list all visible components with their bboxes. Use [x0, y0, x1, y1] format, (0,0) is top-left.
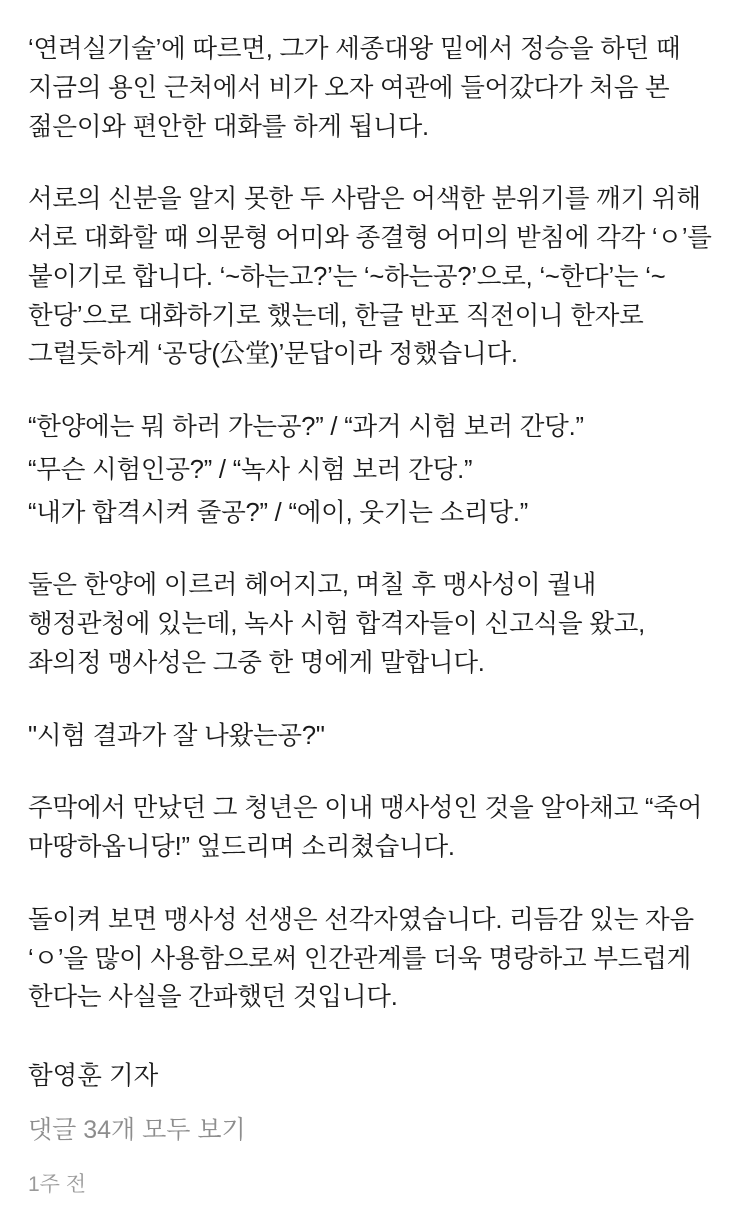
dialogue-line-3: “내가 합격시켜 줄공?” / “에이, 웃기는 소리당.”: [28, 498, 529, 527]
article-body: [28, 30, 722, 1017]
article-paragraph-3: 둘은 한양에 이르러 헤어지고, 며칠 후 맹사성이 궐내 행정관청에 있는데, 녹사 시험 합격자들이 신고식을 왔고, 좌의정 맹사성은 그중 한 명에게 말합니다.: [28, 571, 652, 677]
dialogue-block: [28, 408, 722, 532]
article-timestamp: 1주 전: [28, 1173, 87, 1197]
article-quote: "시험 결과가 잘 나왔는공?": [28, 721, 325, 750]
article-paragraph-1: ‘연려실기술’에 따르면, 그가 세종대왕 밑에서 정승을 하던 때 지금의 용인 근처에서 비가 오자 여관에 들어갔다가 처음 본 젊은이와 편안한 대화를 하게 됩니다.: [28, 35, 688, 141]
article-paragraph-4: 주막에서 만났던 그 청년은 이내 맹사성인 것을 알아채고 “죽어 마땅하옵니당!” 엎드리며 소리쳤습니다.: [28, 794, 710, 861]
article-paragraph-2: 서로의 신분을 알지 못한 두 사람은 어색한 분위기를 깨기 위해 서로 대화할 때 의문형 어미와 종결형 어미의 받침에 각각 ‘ㅇ’를 붙이기로 합니다. ‘~하는고?’는 ‘~하는공?’으로, ‘~한다’는 ‘~한당’으로 대화하기로 했는데, 한글 반포 직전이니 한자로 그럴듯하게 ‘공당(公堂)’문답이라 정했습니다.: [28, 185, 719, 369]
dialogue-line-1: “한양에는 뭐 하러 가는공?” / “과거 시험 보러 간당.”: [28, 413, 584, 441]
article-byline: 함영훈 기자: [28, 1062, 159, 1090]
view-all-comments-link[interactable]: 댓글 34개 모두 보기: [28, 1116, 246, 1145]
dialogue-line-2: “무슨 시험인공?” / “녹사 시험 보러 간당.”: [28, 455, 473, 484]
article-paragraph-5: 돌이켜 보면 맹사성 선생은 선각자였습니다. 리듬감 있는 자음 ‘ㅇ’을 많이 사용함으로써 인간관계를 더욱 명랑하고 부드럽게 한다는 사실을 간파했던 것입니다.: [28, 905, 701, 1012]
